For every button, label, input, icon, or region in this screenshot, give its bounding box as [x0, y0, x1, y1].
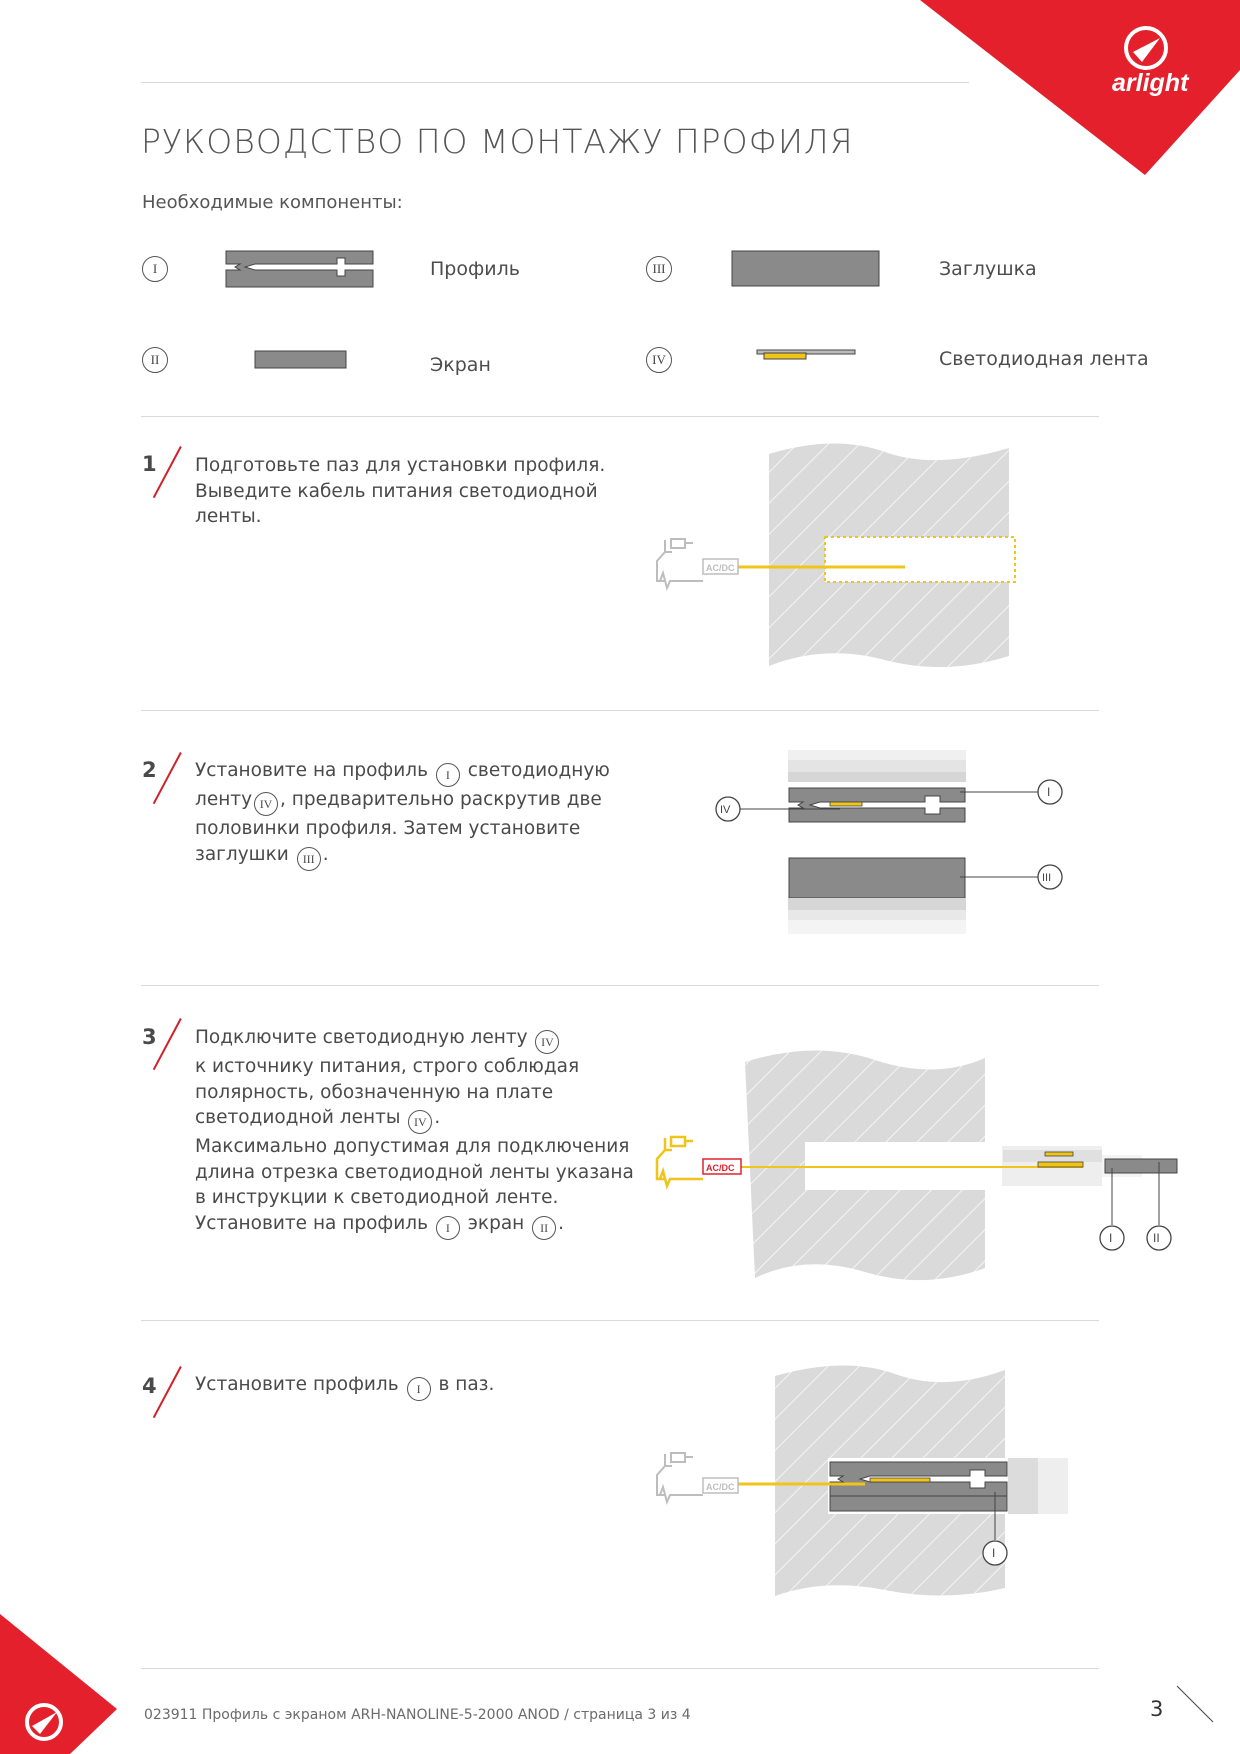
step-slash	[153, 1366, 182, 1418]
step-number: 2	[142, 758, 157, 782]
numeral-IV: IV	[646, 347, 672, 373]
components-heading: Необходимые компоненты:	[142, 192, 403, 213]
component-label-profile: Профиль	[430, 258, 520, 280]
numeral-badge: III	[297, 847, 321, 871]
numeral-III: III	[646, 256, 672, 282]
logo-corner-bottom	[0, 1614, 120, 1754]
power-plug-icon	[657, 1453, 703, 1502]
numeral-II: II	[142, 347, 168, 373]
numeral-badge: IV	[254, 792, 278, 816]
step-slash	[153, 752, 182, 804]
label-II: II	[1153, 1231, 1160, 1245]
logo-corner-top	[920, 0, 1240, 175]
divider-2	[141, 710, 1099, 711]
numeral-I: I	[142, 256, 168, 282]
step-1-text: Подготовьте паз для установки профиля. Выведите кабель питания светодиодной ленты.	[195, 455, 606, 527]
step-number: 4	[142, 1374, 157, 1398]
divider-3	[141, 985, 1099, 986]
label-I: I	[992, 1546, 996, 1560]
logo-text: arlight	[1112, 69, 1189, 97]
step-4-diagram	[645, 1362, 1085, 1602]
step-3-diagram	[645, 1040, 1220, 1290]
step-slash	[153, 1018, 182, 1070]
numeral-badge: IV	[408, 1110, 432, 1134]
footer-text: 023911 Профиль с экраном ARH-NANOLINE-5-2000 ANOD / страница 3 из 4	[144, 1707, 691, 1723]
component-label-endcap: Заглушка	[939, 258, 1037, 280]
step-4-text: Установите профиль I в паз.	[195, 1372, 494, 1401]
power-plug-icon	[657, 539, 703, 588]
numeral-badge: IV	[535, 1030, 559, 1054]
label-I: I	[1109, 1231, 1113, 1245]
step-1-diagram	[645, 440, 1065, 680]
label-I: I	[1047, 785, 1051, 799]
label-IV: IV	[720, 804, 731, 816]
page-number: 3	[1150, 1697, 1164, 1721]
endcap-part-icon	[731, 250, 881, 288]
divider-top	[141, 82, 969, 83]
numeral-badge: I	[436, 1216, 460, 1240]
divider-1	[141, 416, 1099, 417]
acdc-label: AC/DC	[706, 1482, 735, 1492]
numeral-badge: I	[436, 763, 460, 787]
numeral-badge: II	[532, 1216, 556, 1240]
page-number-slash	[1175, 1684, 1215, 1724]
step-number: 3	[142, 1025, 157, 1049]
component-label-screen: Экран	[430, 354, 491, 376]
step-2-text: Установите на профиль I светодиодную ленту IV , предварительно раскрутив две половинки профиля. Затем установите заглушки III .	[195, 758, 610, 871]
step-2-diagram	[700, 746, 1080, 946]
screen-part-icon	[254, 350, 348, 370]
step-number: 1	[142, 452, 157, 476]
divider-footer	[141, 1668, 1099, 1669]
led-strip-part-icon	[756, 348, 858, 364]
acdc-label: AC/DC	[706, 1163, 735, 1173]
label-III: III	[1042, 872, 1052, 884]
step-3-text: Подключите светодиодную ленту IV к источнику питания, строго соблюдая полярность, обозначенную на плате светодиодной ленты IV . Максимально допустимая для подключения длина отрезка светодиодной ленты указана в инструкции к светодиодной ленте. Установите на профиль I экран II .	[195, 1025, 634, 1240]
divider-4	[141, 1320, 1099, 1321]
step-slash	[153, 446, 182, 498]
numeral-badge: I	[407, 1377, 431, 1401]
profile-part-icon	[225, 250, 375, 288]
page-title: РУКОВОДСТВО ПО МОНТАЖУ ПРОФИЛЯ	[141, 122, 854, 161]
power-plug-icon	[657, 1137, 703, 1186]
component-label-led-strip: Светодиодная лента	[939, 348, 1149, 370]
acdc-label: AC/DC	[706, 563, 735, 573]
